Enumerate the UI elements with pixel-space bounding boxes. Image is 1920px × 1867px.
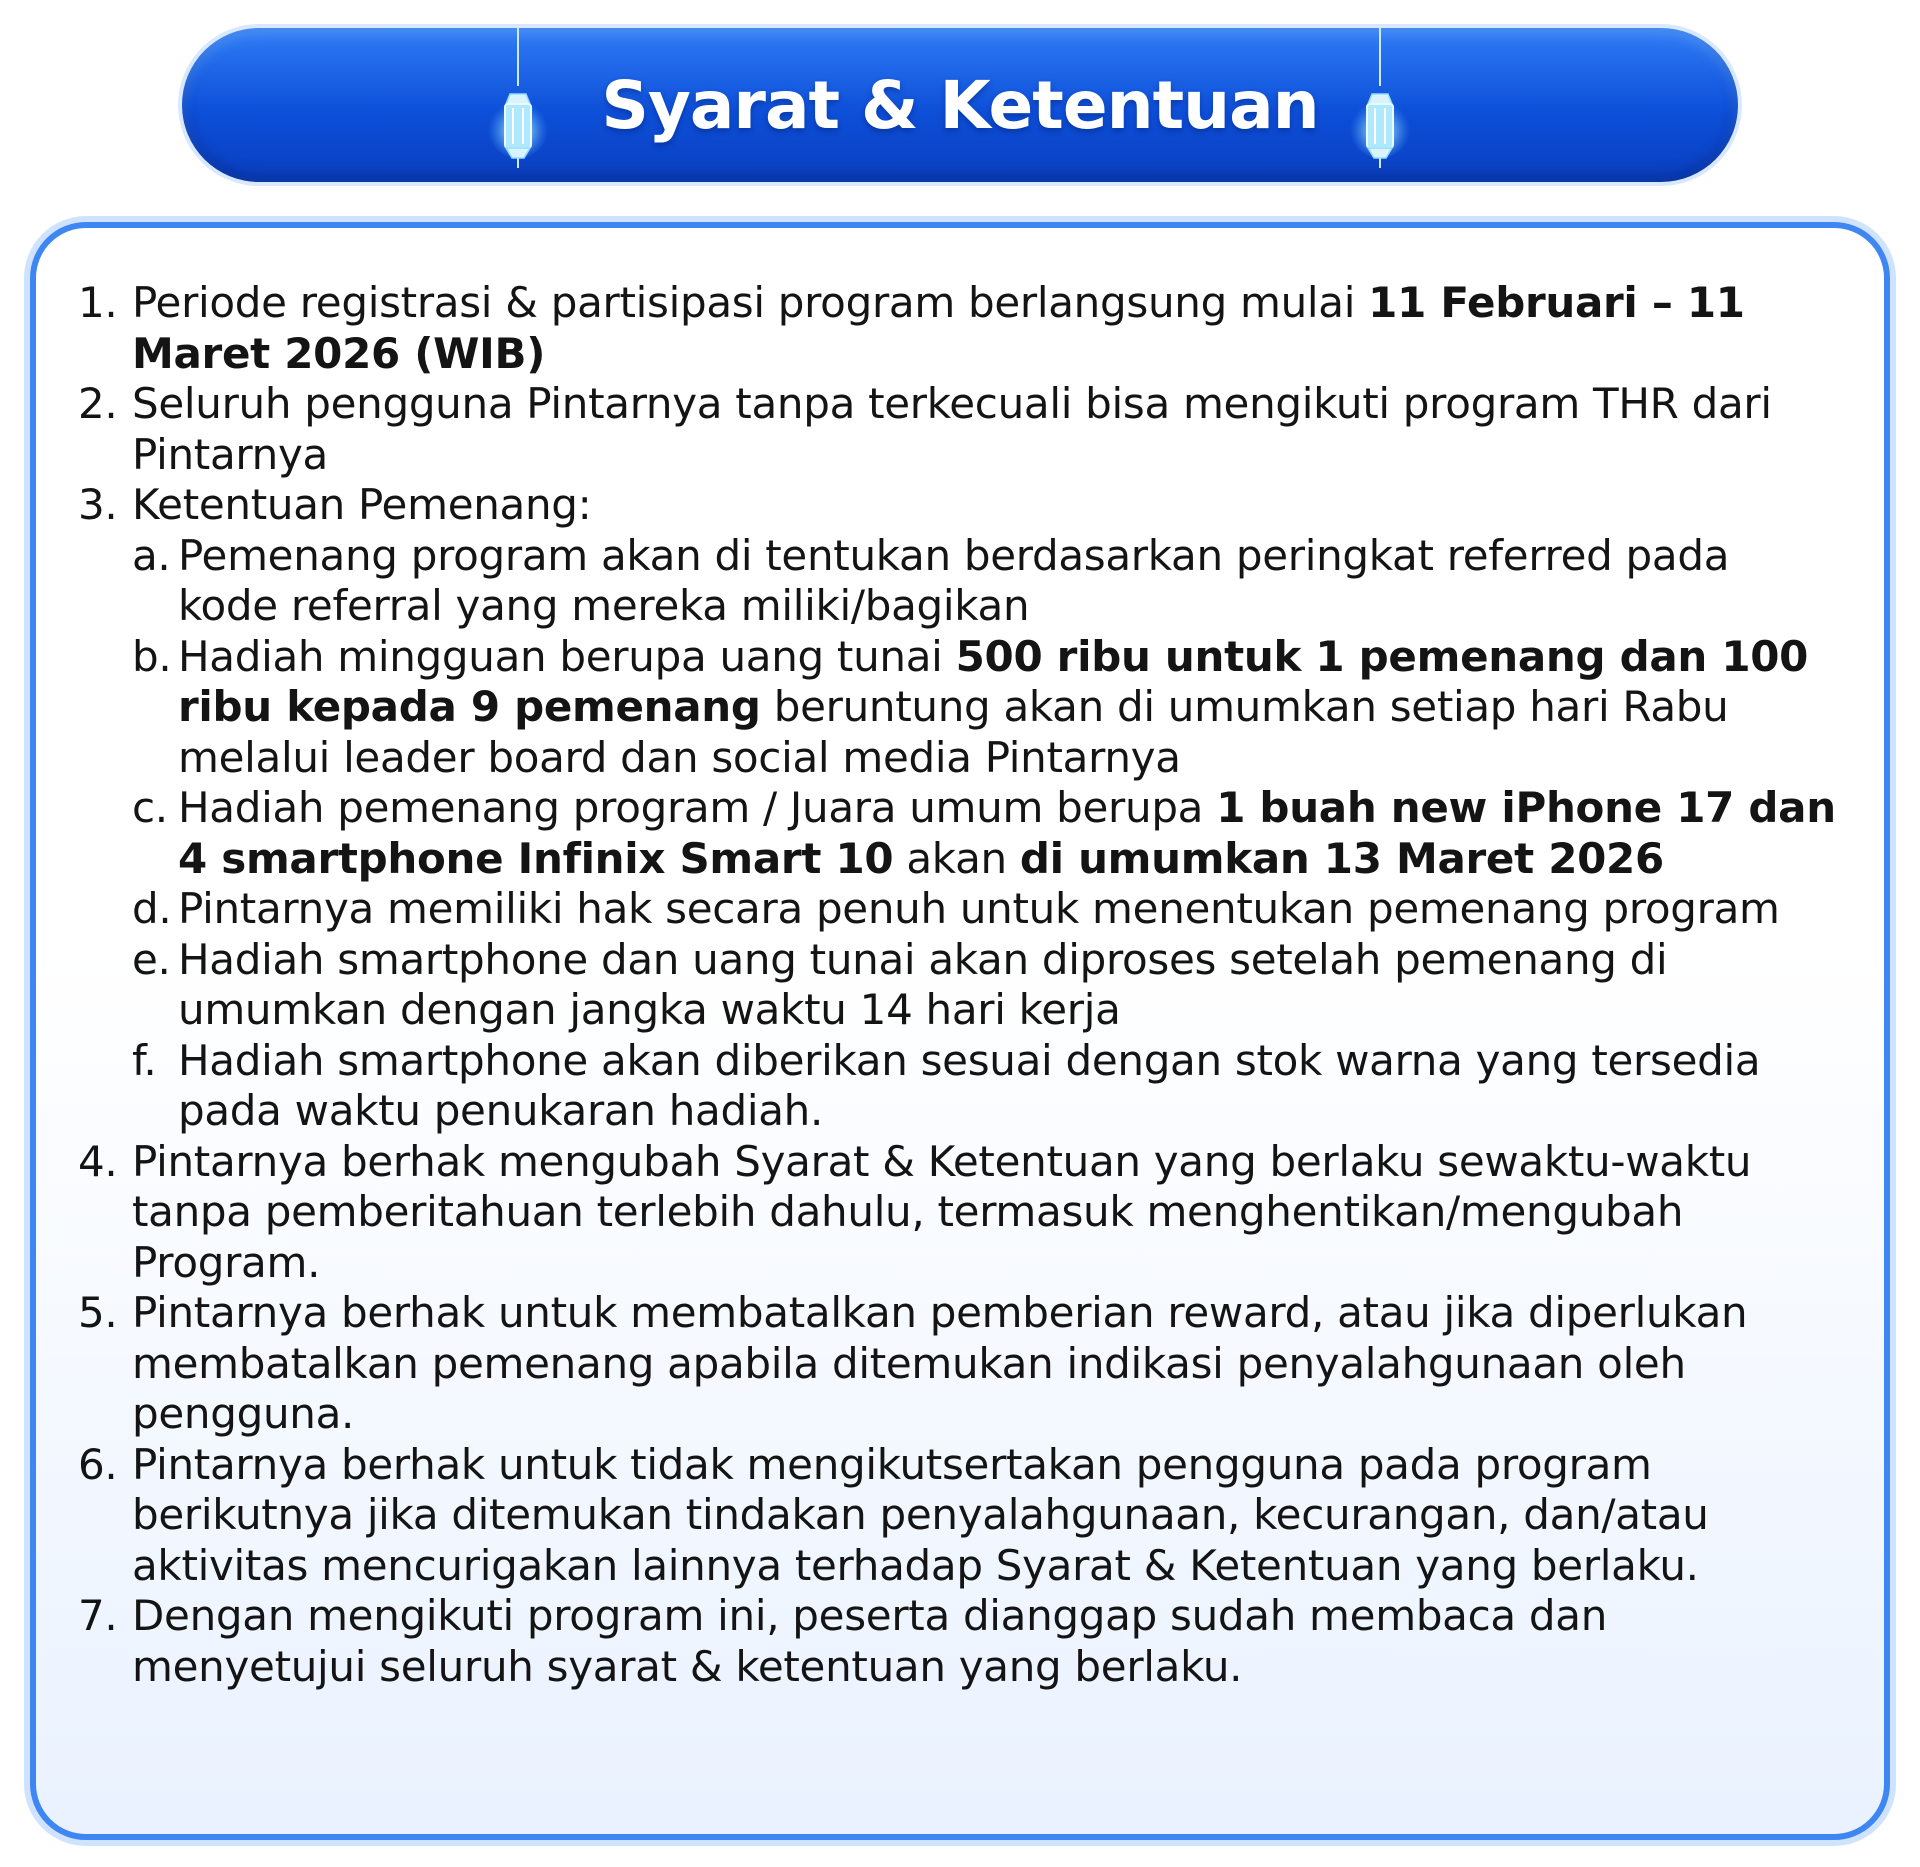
sub-item-letter: d. (132, 884, 172, 933)
term-item-1 (78, 278, 1838, 379)
terms-list (78, 278, 1838, 1692)
item-number: 7. (78, 1591, 118, 1640)
sub-item-a (132, 531, 1838, 632)
text-segment: Hadiah mingguan berupa uang tunai (178, 631, 956, 681)
item-number: 1. (78, 278, 118, 327)
term-item-3 (78, 480, 1838, 531)
lantern-icon (488, 28, 548, 188)
item-text: Pintarnya berhak untuk membatalkan pemberian reward, atau jika diperlukan membatalkan pemenang apabila ditemukan indikasi penyalahgunaan oleh pengguna. (132, 1288, 1748, 1438)
item-text: Pintarnya berhak mengubah Syarat & Ketentuan yang berlaku sewaktu-waktu tanpa pemberitahuan terlebih dahulu, termasuk menghentikan/mengubah Program. (132, 1136, 1752, 1287)
item-number: 2. (78, 379, 118, 428)
bold-segment: 500 ribu untuk 1 pemenang dan 100 ribu kepada 9 pemenang (178, 631, 1809, 731)
sub-item-text: Pintarnya memiliki hak secara penuh untuk menentukan pemenang program (178, 884, 1780, 933)
sub-item-c (132, 783, 1838, 884)
sub-item-b (132, 632, 1838, 784)
sub-item-d (132, 884, 1838, 935)
sub-item-e (132, 935, 1838, 1036)
term-item-7 (78, 1591, 1838, 1692)
title-banner (182, 28, 1738, 182)
text-segment: beruntung akan di umumkan setiap hari Rabu melalui leader board dan social media Pintarnya (178, 682, 1729, 782)
item-text: Seluruh pengguna Pintarnya tanpa terkecuali bisa mengikuti program THR dari Pintarnya (132, 379, 1772, 479)
bold-segment: 11 Februari – 11 Maret 2026 (WIB) (132, 278, 1745, 378)
item-text (132, 278, 1838, 379)
item-text: Ketentuan Pemenang: (132, 480, 592, 529)
item-number: 6. (78, 1439, 118, 1489)
sub-item-letter: c. (132, 783, 168, 832)
sub-item-text (178, 632, 1838, 784)
term-item-4 (78, 1137, 1838, 1289)
sub-item-letter: e. (132, 934, 171, 984)
sub-item-letter: b. (132, 631, 172, 681)
page-title: Syarat & Ketentuan (601, 66, 1319, 144)
text-segment: akan (893, 833, 1020, 883)
text-segment: Hadiah pemenang program / Juara umum berupa (178, 783, 1217, 832)
item-number: 3. (78, 480, 118, 529)
lantern-icon (1350, 28, 1410, 188)
bold-segment: 1 buah new iPhone 17 dan 4 smartphone Infinix Smart 10 (178, 783, 1836, 883)
sub-item-text: Hadiah smartphone dan uang tunai akan diproses setelah pemenang di umumkan dengan jangka waktu 14 hari kerja (178, 934, 1668, 1034)
term-item-2 (78, 379, 1838, 480)
sub-item-letter: f. (132, 1035, 157, 1085)
sub-item-f (132, 1036, 1838, 1137)
term-item-5 (78, 1288, 1838, 1440)
item-number: 4. (78, 1136, 118, 1186)
item-text: Dengan mengikuti program ini, peserta dianggap sudah membaca dan menyetujui seluruh syarat & ketentuan yang berlaku. (132, 1591, 1608, 1691)
bold-segment: di umumkan 13 Maret 2026 (1019, 833, 1664, 883)
sub-item-text (178, 783, 1838, 884)
sub-item-text: Hadiah smartphone akan diberikan sesuai dengan stok warna yang tersedia pada waktu penukaran hadiah. (178, 1035, 1761, 1135)
term-item-6 (78, 1440, 1838, 1592)
item-number: 5. (78, 1288, 118, 1337)
sub-item-text: Pemenang program akan di tentukan berdasarkan peringkat referred pada kode referral yang mereka miliki/bagikan (178, 530, 1730, 630)
sub-item-letter: a. (132, 530, 171, 580)
text-segment: Periode registrasi & partisipasi program berlangsung mulai (132, 278, 1369, 327)
item-text: Pintarnya berhak untuk tidak mengikutsertakan pengguna pada program berikutnya jika ditemukan tindakan penyalahgunaan, kecurangan, dan/atau aktivitas mencurigakan lainnya terhadap Syarat & Ketentuan yang berlaku. (132, 1439, 1709, 1590)
